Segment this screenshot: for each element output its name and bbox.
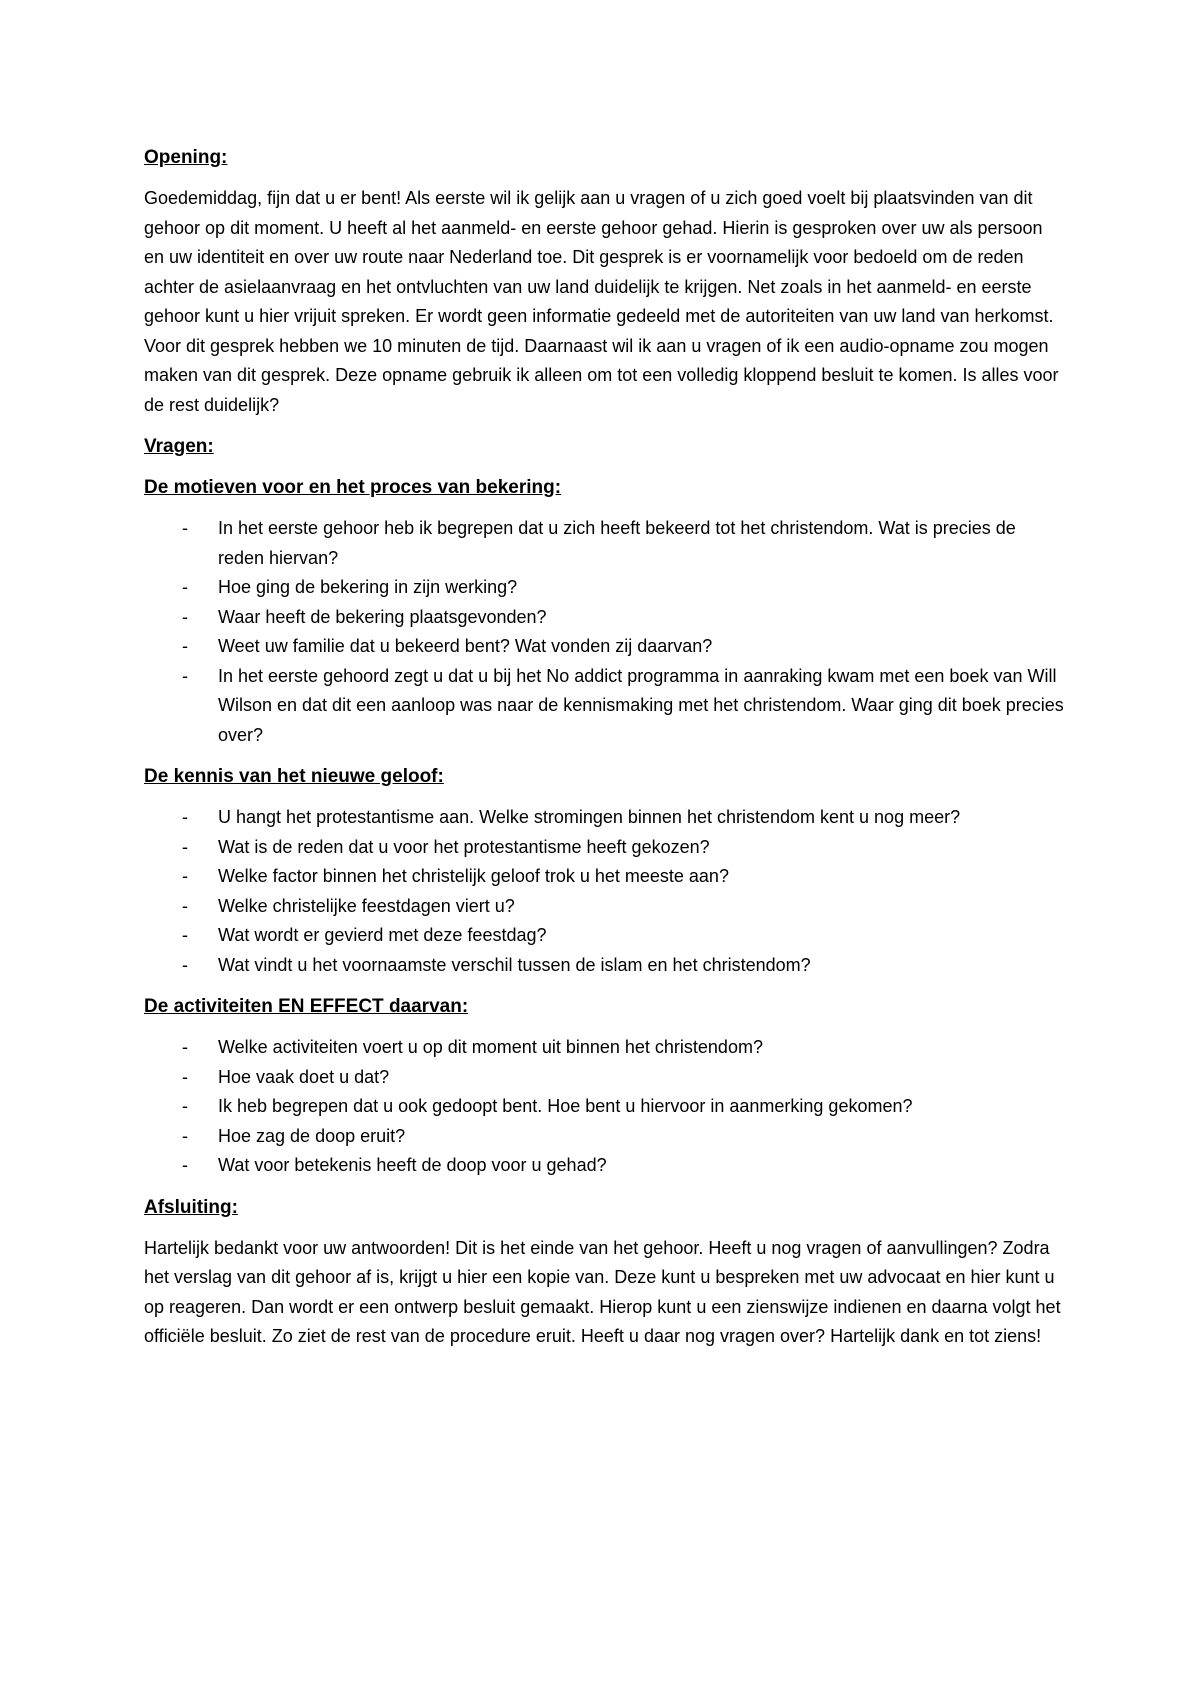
question-text: Wat voor betekenis heeft de doop voor u gehad?	[218, 1155, 607, 1175]
list-item	[144, 921, 1064, 951]
question-text: Hoe ging de bekering in zijn werking?	[218, 577, 518, 597]
list-item	[144, 632, 1064, 662]
bullet-dash: -	[182, 636, 188, 656]
bullet-dash: -	[182, 665, 188, 686]
question-text: Hoe zag de doop eruit?	[218, 1125, 406, 1146]
vragen-heading: Vragen:	[144, 436, 214, 457]
list-item	[144, 1063, 1064, 1093]
bullet-dash: -	[182, 1155, 188, 1175]
question-text: Wat wordt er gevierd met deze feestdag?	[218, 925, 547, 945]
list-item	[144, 603, 1064, 633]
document-page	[144, 143, 1064, 1364]
opening-heading: Opening:	[144, 147, 228, 168]
activiteiten-list	[144, 1033, 1064, 1181]
question-text: In het eerste gehoord zegt u dat u bij het No addict programma in aanraking kwam met een boek van Will Wilson en dat dit een aanloop was naar de kennismaking met het christendom. Waar ging dit boek precies over?	[218, 665, 1064, 745]
bullet-dash: -	[182, 954, 188, 975]
bullet-dash: -	[182, 1125, 188, 1146]
list-item	[144, 1122, 1064, 1152]
bullet-dash: -	[182, 1037, 188, 1057]
bullet-dash: -	[182, 895, 188, 916]
opening-paragraph: Goedemiddag, fijn dat u er bent! Als eerste wil ik gelijk aan u vragen of u zich goed voelt bij plaatsvinden van dit gehoor op dit moment. U heeft al het aanmeld- en eerste gehoor gehad. Hierin is gesproken over uw als persoon en uw identiteit en over uw route naar Nederland toe. Dit gesprek is er voornamelijk voor bedoeld om de reden achter de asielaanvraag en het ontvluchten van uw land duidelijk te krijgen. Net zoals in het aanmeld- en eerste gehoor kunt u hier vrijuit spreken. Er wordt geen informatie gedeeld met de autoriteiten van uw land van herkomst. Voor dit gesprek hebben we 10 minuten de tijd. Daarnaast wil ik aan u vragen of ik een audio-opname zou mogen maken van dit gesprek. Deze opname gebruik ik alleen om tot een volledig kloppend besluit te komen. Is alles voor de rest duidelijk?	[144, 188, 1059, 415]
question-text: Weet uw familie dat u bekeerd bent? Wat vonden zij daarvan?	[218, 636, 713, 656]
kennis-list	[144, 803, 1064, 980]
question-text: Welke christelijke feestdagen viert u?	[218, 895, 515, 916]
list-item	[144, 1092, 1064, 1122]
question-text: Welke factor binnen het christelijk geloof trok u het meeste aan?	[218, 866, 729, 886]
question-text: Wat is de reden dat u voor het protestantisme heeft gekozen?	[218, 836, 710, 857]
afsluiting-paragraph: Hartelijk bedankt voor uw antwoorden! Dit is het einde van het gehoor. Heeft u nog vragen of aanvullingen? Zodra het verslag van dit gehoor af is, krijgt u hier een kopie van. Deze kunt u bespreken met uw advocaat en hier kunt u op reageren. Dan wordt er een ontwerp besluit gemaakt. Hierop kunt u een zienswijze indienen en daarna volgt het officiële besluit. Zo ziet de rest van de procedure eruit. Heeft u daar nog vragen over? Hartelijk dank en tot ziens!	[144, 1237, 1061, 1346]
list-item	[144, 833, 1064, 863]
list-item	[144, 803, 1064, 833]
motieven-heading: De motieven voor en het proces van bekering:	[144, 477, 562, 498]
question-text: In het eerste gehoor heb ik begrepen dat u zich heeft bekeerd tot het christendom. Wat is precies de reden hiervan?	[218, 518, 1016, 568]
kennis-heading: De kennis van het nieuwe geloof:	[144, 766, 444, 787]
question-text: Waar heeft de bekering plaatsgevonden?	[218, 606, 547, 627]
activiteiten-heading: De activiteiten EN EFFECT daarvan:	[144, 996, 469, 1017]
question-text: Hoe vaak doet u dat?	[218, 1066, 390, 1087]
list-item	[144, 951, 1064, 981]
list-item	[144, 1033, 1064, 1063]
bullet-dash: -	[182, 836, 188, 857]
bullet-dash: -	[182, 577, 188, 597]
bullet-dash: -	[182, 606, 188, 627]
question-text: U hangt het protestantisme aan. Welke stromingen binnen het christendom kent u nog meer?	[218, 807, 961, 827]
list-item	[144, 662, 1064, 751]
list-item	[144, 514, 1064, 573]
question-text: Wat vindt u het voornaamste verschil tussen de islam en het christendom?	[218, 954, 811, 975]
list-item	[144, 1151, 1064, 1181]
motieven-list	[144, 514, 1064, 750]
question-text: Ik heb begrepen dat u ook gedoopt bent. Hoe bent u hiervoor in aanmerking gekomen?	[218, 1096, 913, 1116]
list-item	[144, 892, 1064, 922]
question-text: Welke activiteiten voert u op dit moment uit binnen het christendom?	[218, 1037, 763, 1057]
afsluiting-heading: Afsluiting:	[144, 1196, 238, 1218]
bullet-dash: -	[182, 1096, 188, 1116]
bullet-dash: -	[182, 807, 188, 827]
bullet-dash: -	[182, 518, 188, 538]
list-item	[144, 862, 1064, 892]
bullet-dash: -	[182, 866, 188, 886]
bullet-dash: -	[182, 1066, 188, 1087]
bullet-dash: -	[182, 925, 188, 945]
list-item	[144, 573, 1064, 603]
